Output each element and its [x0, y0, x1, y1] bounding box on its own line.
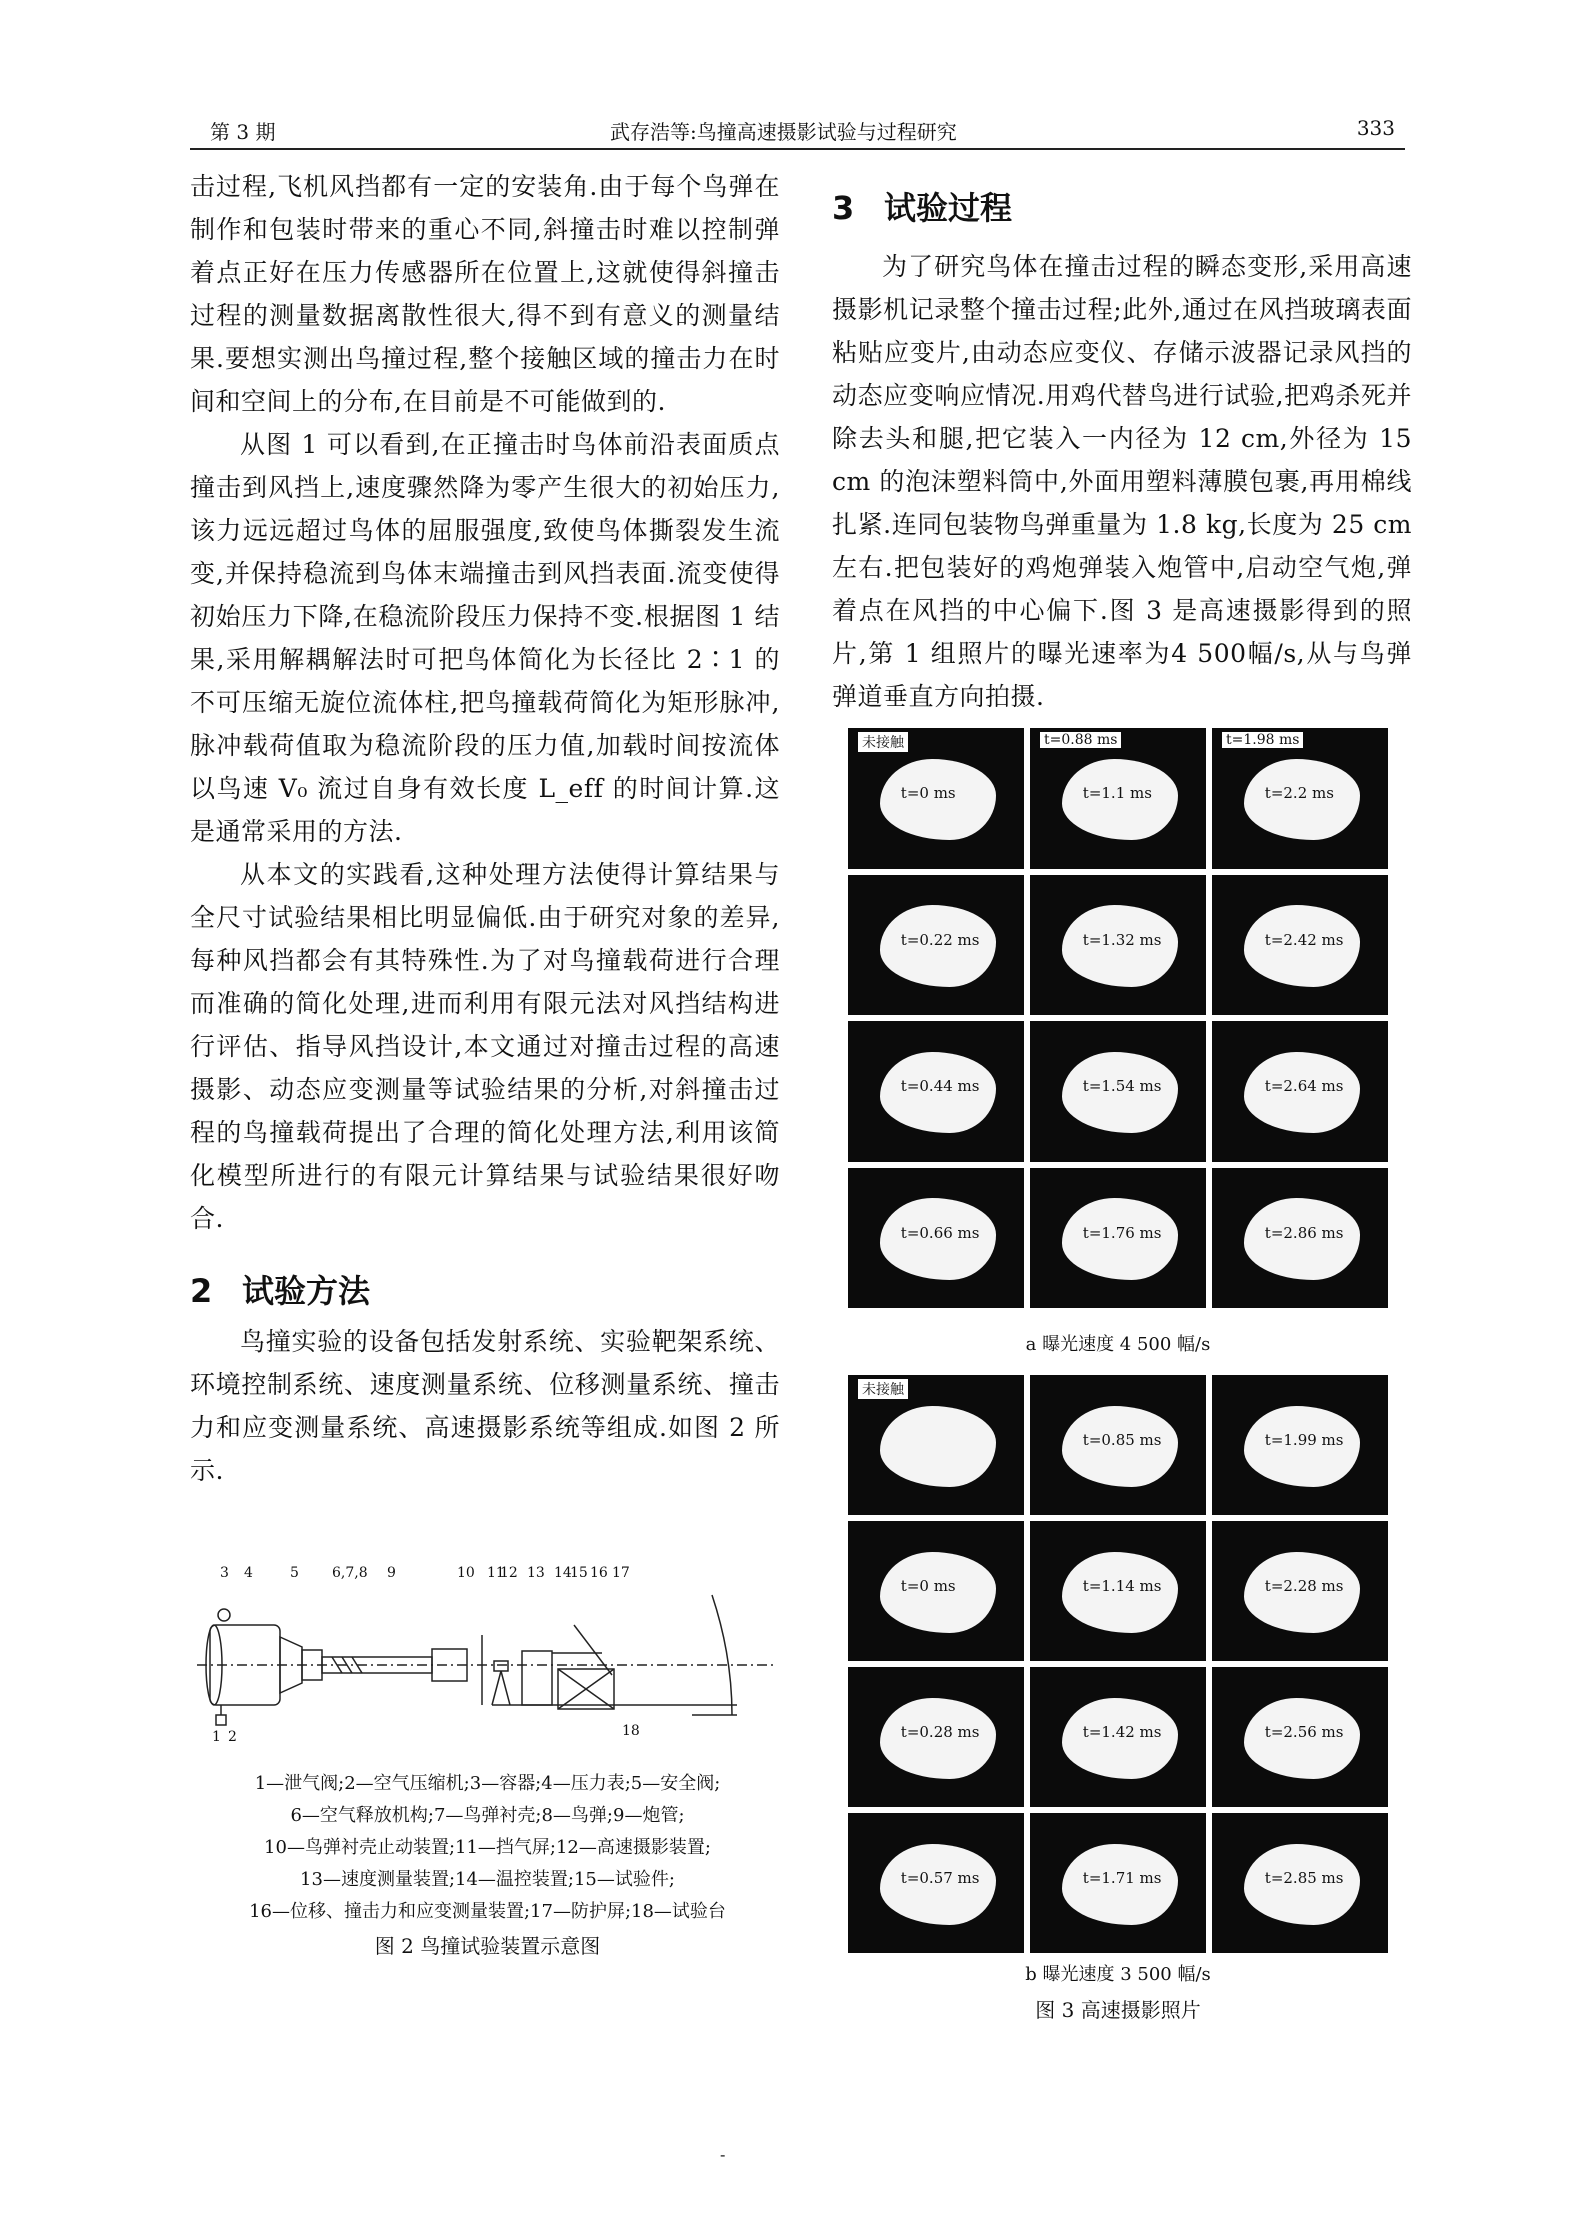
- frame-time-label: t=0 ms: [900, 784, 956, 803]
- issue-number: 第 3 期: [210, 120, 276, 144]
- part-number-label: 14: [554, 1565, 572, 1581]
- frame-time-label: t=0.44 ms: [900, 1077, 980, 1096]
- photo-frame: [1030, 1168, 1206, 1309]
- figure-3b-photos: [848, 1375, 1388, 1953]
- frame-time-label: t=2.56 ms: [1264, 1723, 1344, 1741]
- frame-time-label: t=1.99 ms: [1264, 1431, 1344, 1449]
- frame-time-label: t=0.85 ms: [1082, 1431, 1162, 1449]
- photo-frame: [1030, 1667, 1206, 1807]
- photo-frame: [1212, 1021, 1388, 1162]
- photo-frame: [1212, 1168, 1388, 1309]
- frame-time-label: t=1.76 ms: [1082, 1223, 1162, 1242]
- legend-line: 6—空气释放机构;7—鸟弹衬壳;8—鸟弹;9—炮管;: [290, 1805, 685, 1826]
- paragraph: 鸟撞实验的设备包括发射系统、实验靶架系统、环境控制系统、速度测量系统、位移测量系统、撞击力和应变测量系统、高速摄影系统等组成.如图 2 所示.: [190, 1327, 780, 1485]
- frame-time-label: t=1.54 ms: [1082, 1077, 1162, 1096]
- figure-3b-caption: b 曝光速度 3 500 幅/s: [1025, 1964, 1211, 1985]
- photo-frame: [1030, 728, 1206, 869]
- part-number-label: 10: [457, 1565, 475, 1581]
- frame-time-label: t=0.28 ms: [900, 1723, 980, 1741]
- part-number-label: 13: [527, 1565, 545, 1581]
- photo-frame: [848, 1521, 1024, 1661]
- section-title: 试验方法: [242, 1272, 371, 1310]
- part-number-label: 16: [590, 1565, 608, 1581]
- legend-line: 1—泄气阀;2—空气压缩机;3—容器;4—压力表;5—安全阀;: [254, 1773, 721, 1794]
- page-number: 333: [1356, 116, 1395, 140]
- frame-top-label: 未接触: [858, 1379, 908, 1399]
- part-number-label: 2: [228, 1729, 237, 1745]
- photo-frame: [848, 1813, 1024, 1953]
- figure-2-schematic: [192, 1565, 782, 1755]
- frame-time-label: t=1.14 ms: [1082, 1577, 1162, 1595]
- photo-frame: [848, 875, 1024, 1016]
- right-column: [832, 165, 1412, 718]
- frame-time-label: t=2.64 ms: [1264, 1077, 1344, 1096]
- photo-frame: [1212, 728, 1388, 869]
- photo-frame: [1030, 1021, 1206, 1162]
- photo-frame: [848, 1168, 1024, 1309]
- part-number-label: 1: [212, 1729, 221, 1745]
- frame-time-label: t=2.28 ms: [1264, 1577, 1344, 1595]
- paragraph: 击过程,飞机风挡都有一定的安装角.由于每个鸟弹在制作和包装时带来的重心不同,斜撞击时难以控制弹着点正好在压力传感器所在位置上,这就使得斜撞击过程的测量数据离散性很大,得不到有意义的测量结果.要想实测出鸟撞过程,整个接触区域的撞击力在时间和空间上的分布,在目前是不可能做到的.: [190, 172, 780, 416]
- frame-time-label: t=0.22 ms: [900, 930, 980, 949]
- frame-time-label: t=2.42 ms: [1264, 930, 1344, 949]
- photo-frame: [848, 1021, 1024, 1162]
- frame-top-label: t=0.88 ms: [1040, 732, 1121, 748]
- legend-line: 13—速度测量装置;14—温控装置;15—试验件;: [300, 1869, 675, 1890]
- photo-frame: [1212, 1375, 1388, 1515]
- photo-frame: [1212, 875, 1388, 1016]
- frame-time-label: t=0.57 ms: [900, 1869, 980, 1887]
- frame-time-label: t=1.71 ms: [1082, 1869, 1162, 1887]
- frame-time-label: t=2.2 ms: [1264, 784, 1334, 803]
- part-number-label: 11: [487, 1565, 505, 1581]
- paragraph: 为了研究鸟体在撞击过程的瞬态变形,采用高速摄影机记录整个撞击过程;此外,通过在风挡玻璃表面粘贴应变片,由动态应变仪、存储示波器记录风挡的动态应变响应情况.用鸡代替鸟进行试验,把鸡杀死并除去头和腿,把它装入一内径为 12 cm,外径为 15 cm 的泡沫塑料筒中,外面用塑料薄膜包裹,再用棉线扎紧.连同包装物鸟弹重量为 1.8 kg,长度为 25 cm 左右.把包装好的鸡炮弹装入炮管中,启动空气炮,弹着点在风挡的中心偏下.图 3 是高速摄影得到的照片,第 1 组照片的曝光速率为4 500幅/s,从与鸟弹弹道垂直方向拍摄.: [832, 252, 1412, 711]
- part-number-label: 9: [387, 1565, 396, 1581]
- frame-time-label: t=2.85 ms: [1264, 1869, 1344, 1887]
- running-title: 武存浩等:鸟撞高速摄影试验与过程研究: [610, 120, 957, 144]
- part-number-label: 18: [622, 1723, 640, 1739]
- frame-time-label: t=0 ms: [900, 1577, 956, 1595]
- paragraph: 从本文的实践看,这种处理方法使得计算结果与全尺寸试验结果相比明显偏低.由于研究对象的差异,每种风挡都会有其特殊性.为了对鸟撞载荷进行合理而准确的简化处理,进而利用有限元法对风挡结构进行评估、指导风挡设计,本文通过对撞击过程的高速摄影、动态应变测量等试验结果的分析,对斜撞击过程的鸟撞载荷提出了合理的简化处理方法,利用该简化模型所进行的有限元计算结果与试验结果很好吻合.: [190, 860, 780, 1233]
- figure-3a-photos: [848, 728, 1388, 1308]
- photo-frame: [1212, 1813, 1388, 1953]
- photo-frame: [848, 1667, 1024, 1807]
- apparatus-diagram: [192, 1565, 782, 1755]
- photo-frame: [848, 1375, 1024, 1515]
- bird-silhouette: [880, 1406, 996, 1487]
- legend-line: 10—鸟弹衬壳止动装置;11—挡气屏;12—高速摄影装置;: [264, 1837, 711, 1858]
- part-number-label: 5: [290, 1565, 299, 1581]
- running-header: [190, 108, 1405, 150]
- left-column: [190, 165, 780, 1492]
- photo-frame: [1030, 1375, 1206, 1515]
- part-number-label: 4: [244, 1565, 253, 1581]
- photo-frame: [1030, 875, 1206, 1016]
- part-number-label: 6,7,8: [332, 1565, 368, 1581]
- part-number-label: 17: [612, 1565, 630, 1581]
- photo-frame: [1212, 1521, 1388, 1661]
- part-number-label: 15: [570, 1565, 588, 1581]
- frame-top-label: t=1.98 ms: [1222, 732, 1303, 748]
- frame-top-label: 未接触: [858, 732, 908, 752]
- footer-mark: -: [720, 2145, 726, 2164]
- paragraph: 从图 1 可以看到,在正撞击时鸟体前沿表面质点撞击到风挡上,速度骤然降为零产生很大的初始压力,该力远远超过鸟体的屈服强度,致使鸟体撕裂发生流变,并保持稳流到鸟体末端撞击到风挡表面.流变使得初始压力下降,在稳流阶段压力保持不变.根据图 1 结果,采用解耦解法时可把鸟体简化为长径比 2∶1 的不可压缩无旋位流体柱,把鸟撞载荷简化为矩形脉冲,脉冲载荷值取为稳流阶段的压力值,加载时间按流体以鸟速 V₀ 流过自身有效长度 L_eff 的时间计算.这是通常采用的方法.: [190, 430, 780, 846]
- photo-frame: [848, 728, 1024, 869]
- part-number-label: 3: [220, 1565, 229, 1581]
- figure-3a-caption: a 曝光速度 4 500 幅/s: [1025, 1334, 1211, 1355]
- frame-time-label: t=1.32 ms: [1082, 930, 1162, 949]
- figure-2-caption: 图 2 鸟撞试验装置示意图: [374, 1934, 601, 1958]
- photo-frame: [1030, 1813, 1206, 1953]
- photo-frame: [1030, 1521, 1206, 1661]
- section-heading: [190, 1262, 780, 1320]
- photo-frame: [1212, 1667, 1388, 1807]
- section-number: 2: [190, 1272, 213, 1310]
- legend-line: 16—位移、撞击力和应变测量装置;17—防护屏;18—试验台: [249, 1901, 726, 1922]
- frame-time-label: t=2.86 ms: [1264, 1223, 1344, 1242]
- frame-time-label: t=1.1 ms: [1082, 784, 1152, 803]
- frame-time-label: t=1.42 ms: [1082, 1723, 1162, 1741]
- section-heading: [832, 179, 1412, 237]
- part-number-label: 12: [500, 1565, 518, 1581]
- figure-2-legend: [190, 1768, 785, 1962]
- section-number: 3: [832, 189, 855, 227]
- section-title: 试验过程: [884, 189, 1013, 227]
- figure-3-caption: 图 3 高速摄影照片: [1035, 1998, 1201, 2022]
- frame-time-label: t=0.66 ms: [900, 1223, 980, 1242]
